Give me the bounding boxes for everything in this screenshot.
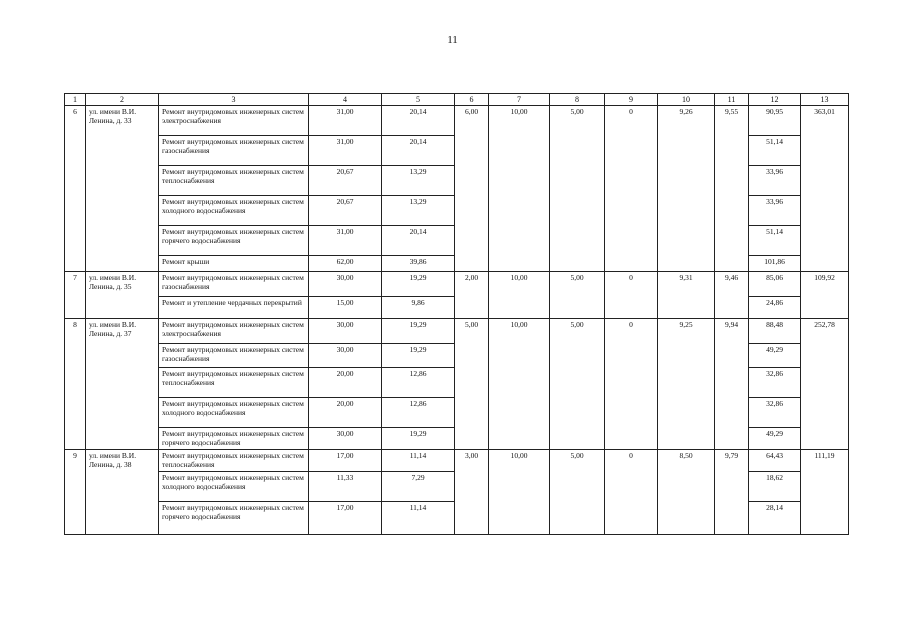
- value-cell: 12,86: [382, 368, 455, 398]
- value-cell: 5,00: [455, 319, 489, 450]
- header-cell: 6: [455, 94, 489, 106]
- value-cell: 5,00: [550, 272, 605, 319]
- value-cell: 49,29: [749, 428, 801, 450]
- repair-table: [64, 93, 849, 535]
- header-cell: 13: [801, 94, 849, 106]
- value-cell: 18,62: [749, 472, 801, 502]
- value-cell: 20,14: [382, 226, 455, 256]
- value-cell: 9,94: [715, 319, 749, 450]
- header-cell: 8: [550, 94, 605, 106]
- value-cell: 0: [605, 272, 658, 319]
- header-cell: 7: [489, 94, 550, 106]
- value-cell: 3,00: [455, 450, 489, 535]
- value-cell: 13,29: [382, 196, 455, 226]
- value-cell: 32,86: [749, 398, 801, 428]
- value-cell: 7,29: [382, 472, 455, 502]
- work-type-cell: Ремонт внутридомовых инженерных систем газоснабжения: [159, 344, 309, 368]
- value-cell: 30,00: [309, 428, 382, 450]
- value-cell: 20,14: [382, 136, 455, 166]
- value-cell: 85,06: [749, 272, 801, 297]
- value-cell: 0: [605, 319, 658, 450]
- value-cell: 5,00: [550, 106, 605, 272]
- work-type-cell: Ремонт внутридомовых инженерных систем холодного водоснабжения: [159, 196, 309, 226]
- value-cell: 51,14: [749, 136, 801, 166]
- value-cell: 13,29: [382, 166, 455, 196]
- value-cell: 20,00: [309, 398, 382, 428]
- value-cell: 9,25: [658, 319, 715, 450]
- value-cell: 31,00: [309, 226, 382, 256]
- value-cell: 90,95: [749, 106, 801, 136]
- value-cell: 9,86: [382, 297, 455, 319]
- work-type-cell: Ремонт внутридомовых инженерных систем электроснабжения: [159, 319, 309, 344]
- header-row: [65, 94, 849, 106]
- value-cell: 11,33: [309, 472, 382, 502]
- value-cell: 15,00: [309, 297, 382, 319]
- value-cell: 19,29: [382, 319, 455, 344]
- value-cell: 49,29: [749, 344, 801, 368]
- work-type-cell: Ремонт крыши: [159, 256, 309, 272]
- value-cell: 10,00: [489, 272, 550, 319]
- value-cell: 2,00: [455, 272, 489, 319]
- header-cell: 9: [605, 94, 658, 106]
- value-cell: 11,14: [382, 450, 455, 472]
- address-cell: ул. имени В.И. Ленина, д. 38: [86, 450, 159, 535]
- value-cell: 30,00: [309, 319, 382, 344]
- value-cell: 12,86: [382, 398, 455, 428]
- header-cell: 3: [159, 94, 309, 106]
- table-row: [65, 272, 849, 297]
- value-cell: 9,79: [715, 450, 749, 535]
- value-cell: 64,43: [749, 450, 801, 472]
- header-cell: 11: [715, 94, 749, 106]
- value-cell: 19,29: [382, 344, 455, 368]
- value-cell: 8,50: [658, 450, 715, 535]
- header-cell: 10: [658, 94, 715, 106]
- header-cell: 12: [749, 94, 801, 106]
- page-number: 11: [447, 34, 458, 46]
- table-row: [65, 319, 849, 344]
- work-type-cell: Ремонт внутридомовых инженерных систем горячего водоснабжения: [159, 226, 309, 256]
- value-cell: 30,00: [309, 344, 382, 368]
- value-cell: 10,00: [489, 319, 550, 450]
- work-type-cell: Ремонт внутридомовых инженерных систем холодного водоснабжения: [159, 398, 309, 428]
- value-cell: 33,96: [749, 196, 801, 226]
- value-cell: 30,00: [309, 272, 382, 297]
- work-type-cell: Ремонт внутридомовых инженерных систем электроснабжения: [159, 106, 309, 136]
- total-cell: 252,78: [801, 319, 849, 450]
- value-cell: 11,14: [382, 502, 455, 535]
- header-cell: 2: [86, 94, 159, 106]
- row-number: 6: [65, 106, 86, 272]
- value-cell: 88,48: [749, 319, 801, 344]
- header-cell: 5: [382, 94, 455, 106]
- value-cell: 20,67: [309, 196, 382, 226]
- row-number: 8: [65, 319, 86, 450]
- work-type-cell: Ремонт внутридомовых инженерных систем горячего водоснабжения: [159, 502, 309, 535]
- total-cell: 363,01: [801, 106, 849, 272]
- header-cell: 4: [309, 94, 382, 106]
- value-cell: 9,31: [658, 272, 715, 319]
- work-type-cell: Ремонт внутридомовых инженерных систем газоснабжения: [159, 136, 309, 166]
- work-type-cell: Ремонт внутридомовых инженерных систем теплоснабжения: [159, 368, 309, 398]
- address-cell: ул. имени В.И. Ленина, д. 33: [86, 106, 159, 272]
- value-cell: 24,86: [749, 297, 801, 319]
- value-cell: 19,29: [382, 428, 455, 450]
- value-cell: 28,14: [749, 502, 801, 535]
- work-type-cell: Ремонт и утепление чердачных перекрытий: [159, 297, 309, 319]
- value-cell: 62,00: [309, 256, 382, 272]
- work-type-cell: Ремонт внутридомовых инженерных систем газоснабжения: [159, 272, 309, 297]
- row-number: 7: [65, 272, 86, 319]
- value-cell: 33,96: [749, 166, 801, 196]
- value-cell: 51,14: [749, 226, 801, 256]
- work-type-cell: Ремонт внутридомовых инженерных систем горячего водоснабжения: [159, 428, 309, 450]
- work-type-cell: Ремонт внутридомовых инженерных систем теплоснабжения: [159, 166, 309, 196]
- work-type-cell: Ремонт внутридомовых инженерных систем теплоснабжения: [159, 450, 309, 472]
- work-type-cell: Ремонт внутридомовых инженерных систем холодного водоснабжения: [159, 472, 309, 502]
- value-cell: 20,00: [309, 368, 382, 398]
- address-cell: ул. имени В.И. Ленина, д. 37: [86, 319, 159, 450]
- value-cell: 10,00: [489, 106, 550, 272]
- table-row: [65, 106, 849, 136]
- total-cell: 111,19: [801, 450, 849, 535]
- address-cell: ул. имени В.И. Ленина, д. 35: [86, 272, 159, 319]
- value-cell: 6,00: [455, 106, 489, 272]
- value-cell: 10,00: [489, 450, 550, 535]
- value-cell: 9,55: [715, 106, 749, 272]
- value-cell: 17,00: [309, 450, 382, 472]
- value-cell: 17,00: [309, 502, 382, 535]
- value-cell: 20,67: [309, 166, 382, 196]
- value-cell: 20,14: [382, 106, 455, 136]
- value-cell: 32,86: [749, 368, 801, 398]
- value-cell: 31,00: [309, 106, 382, 136]
- value-cell: 39,86: [382, 256, 455, 272]
- value-cell: 101,86: [749, 256, 801, 272]
- value-cell: 0: [605, 450, 658, 535]
- value-cell: 9,26: [658, 106, 715, 272]
- total-cell: 109,92: [801, 272, 849, 319]
- value-cell: 5,00: [550, 319, 605, 450]
- row-number: 9: [65, 450, 86, 535]
- table-row: [65, 450, 849, 472]
- header-cell: 1: [65, 94, 86, 106]
- value-cell: 5,00: [550, 450, 605, 535]
- value-cell: 9,46: [715, 272, 749, 319]
- value-cell: 19,29: [382, 272, 455, 297]
- value-cell: 31,00: [309, 136, 382, 166]
- value-cell: 0: [605, 106, 658, 272]
